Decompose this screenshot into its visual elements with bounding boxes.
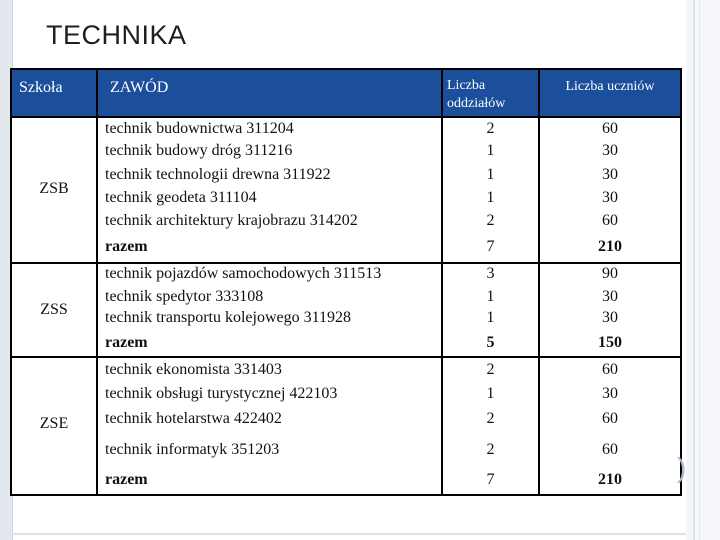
uczniowie-value: 30	[602, 166, 618, 183]
zawod-item: technik budownictwa 311204	[105, 120, 294, 137]
school-cell-zse	[12, 358, 96, 494]
header-liczba-oddzialow-line1: Liczba	[447, 78, 486, 93]
zawod-item: technik spedytor 333108	[105, 288, 264, 305]
header-szkola	[12, 70, 96, 116]
oddzialy-value: 1	[486, 309, 495, 326]
uczniowie-value: 30	[602, 288, 618, 305]
uczniowie-value: 90	[602, 265, 618, 282]
zawod-item: technik architektury krajobrazu 314202	[105, 212, 358, 229]
header-liczba-uczniow-label: Liczba uczniów	[565, 79, 655, 94]
oddzialy-value: 2	[486, 441, 495, 458]
oddzialy-value: 1	[486, 288, 495, 305]
header-liczba-oddzialow	[443, 70, 538, 116]
oddzialy-value: 1	[486, 166, 495, 183]
oddzialy-value: 2	[486, 361, 495, 378]
uczniowie-value: 30	[602, 309, 618, 326]
uczniowie-value: 60	[602, 120, 618, 137]
school-name: ZSS	[40, 301, 68, 318]
uczniowie-value: 60	[602, 410, 618, 427]
slide-title: TECHNIKA	[46, 20, 187, 50]
total-label: razem	[105, 334, 148, 351]
total-uczniowie: 210	[598, 238, 622, 255]
total-oddzialy: 7	[486, 471, 495, 488]
zawod-item: technik geodeta 311104	[105, 189, 257, 206]
oddzialy-value: 2	[486, 120, 495, 137]
uczniowie-block-zsb	[540, 118, 680, 262]
uczniowie-value: 60	[602, 212, 618, 229]
oddzialy-block-zss	[443, 264, 538, 356]
uczniowie-block-zse	[540, 358, 680, 494]
total-oddzialy: 5	[486, 334, 495, 351]
header-zawod-label: ZAWÓD	[110, 79, 169, 96]
uczniowie-value: 60	[602, 441, 618, 458]
uczniowie-value: 30	[602, 142, 618, 159]
oddzialy-block-zsb	[443, 118, 538, 262]
zawod-block-zss	[98, 264, 441, 356]
school-cell-zss	[12, 264, 96, 356]
header-zawod	[98, 70, 441, 116]
uczniowie-block-zss	[540, 264, 680, 356]
school-name: ZSE	[39, 415, 69, 432]
header-szkola-label: Szkoła	[19, 79, 63, 96]
oddzialy-block-zse	[443, 358, 538, 494]
zawod-item: technik ekonomista 331403	[105, 361, 282, 378]
decorative-glyph: )	[677, 452, 687, 483]
total-uczniowie: 150	[598, 334, 622, 351]
zawod-item: technik budowy dróg 311216	[105, 142, 293, 159]
school-name: ZSB	[39, 180, 69, 197]
slide-bottom-rule	[12, 533, 686, 535]
uczniowie-value: 30	[602, 385, 618, 402]
total-oddzialy: 7	[486, 238, 495, 255]
zawod-item: technik obsługi turystycznej 422103	[105, 385, 338, 402]
zawod-block-zsb	[98, 118, 441, 262]
total-uczniowie: 210	[598, 471, 622, 488]
total-label: razem	[105, 471, 148, 488]
oddzialy-value: 1	[486, 142, 495, 159]
oddzialy-value: 2	[486, 410, 495, 427]
zawod-block-zse	[98, 358, 441, 494]
oddzialy-value: 3	[486, 265, 495, 282]
schools-table	[10, 68, 682, 496]
zawod-item: technik technologii drewna 311922	[105, 166, 331, 183]
zawod-item: technik informatyk 351203	[105, 441, 280, 458]
oddzialy-value: 1	[486, 189, 495, 206]
zawod-item: technik pojazdów samochodowych 311513	[105, 265, 382, 282]
oddzialy-value: 1	[486, 385, 495, 402]
uczniowie-value: 30	[602, 189, 618, 206]
total-label: razem	[105, 238, 148, 255]
uczniowie-value: 60	[602, 361, 618, 378]
oddzialy-value: 2	[486, 212, 495, 229]
decorative-rule	[699, 0, 700, 540]
zawod-item: technik transportu kolejowego 311928	[105, 309, 352, 326]
header-liczba-oddzialow-line2: oddziałów	[447, 96, 506, 111]
school-cell-zsb	[12, 118, 96, 262]
header-liczba-uczniow	[540, 70, 680, 116]
zawod-item: technik hotelarstwa 422402	[105, 410, 282, 427]
